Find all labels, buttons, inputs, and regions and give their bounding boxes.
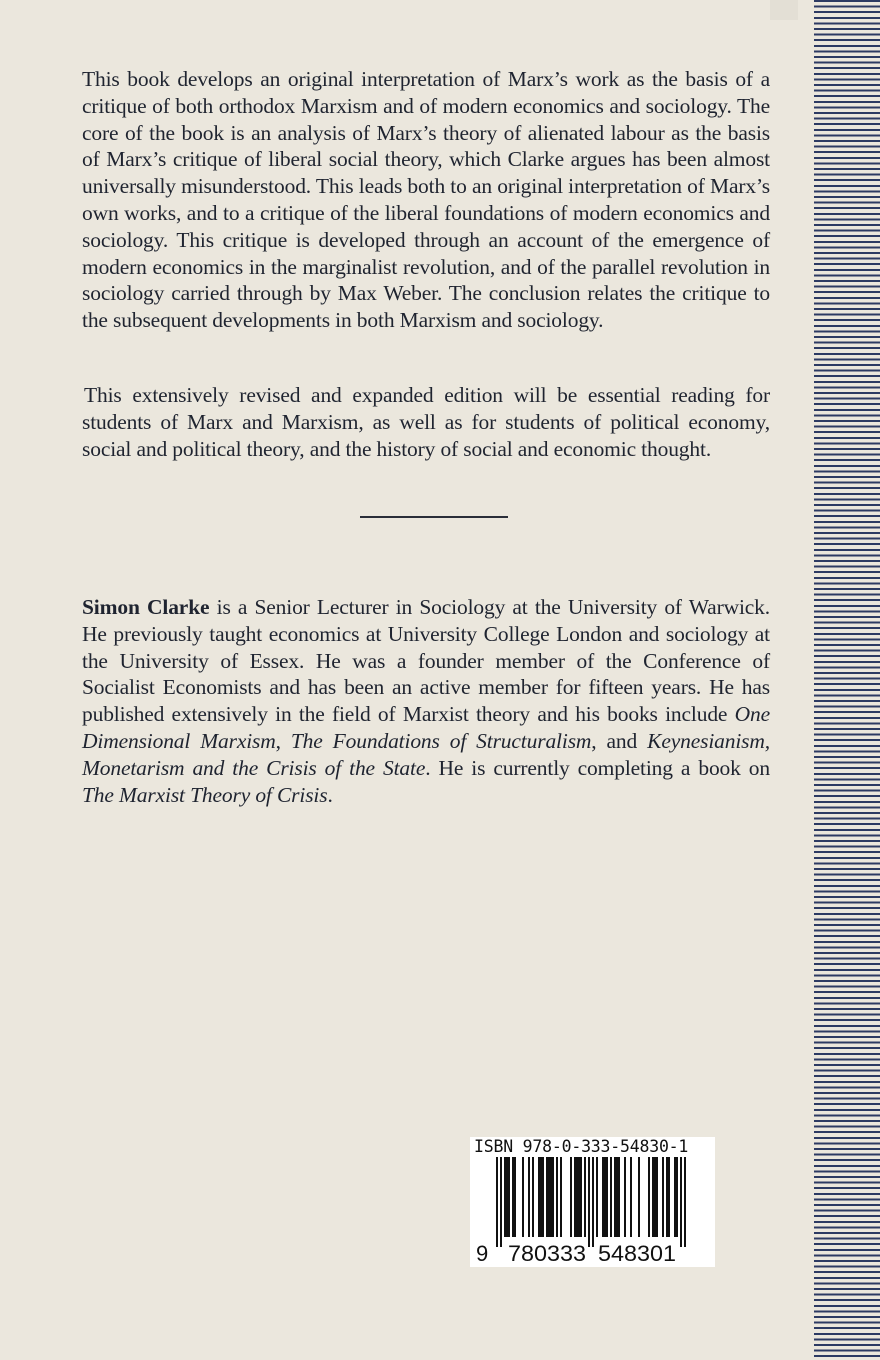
barcode-bar <box>578 1157 580 1237</box>
bio-separator-1: , <box>275 728 291 753</box>
barcode-guard-bar <box>680 1157 682 1247</box>
barcode-bar <box>548 1157 550 1237</box>
barcode-bar <box>652 1157 654 1237</box>
isbn-label: ISBN 978-0-333-54830-1 <box>474 1137 689 1156</box>
barcode-bar <box>610 1157 612 1237</box>
barcode-bar <box>630 1157 632 1237</box>
barcode-bar <box>654 1157 656 1237</box>
barcode-bar <box>606 1157 608 1237</box>
barcode-bar <box>504 1157 506 1237</box>
barcode-bar <box>616 1157 618 1237</box>
barcode-bar <box>522 1157 524 1237</box>
barcode-digit-lead: 9 <box>476 1241 489 1266</box>
barcode-bar <box>508 1157 510 1237</box>
barcode-bar <box>546 1157 548 1237</box>
bio-separator-2: , and <box>591 728 648 753</box>
barcode-bar <box>514 1157 516 1237</box>
barcode-bars <box>496 1157 686 1247</box>
barcode-bar <box>576 1157 578 1237</box>
barcode-bar <box>596 1157 598 1237</box>
barcode-bar <box>602 1157 604 1237</box>
barcode-digits-left: 780333 <box>508 1241 586 1266</box>
book-title-1: One Dimensional Marxism <box>82 702 770 753</box>
barcode-bar <box>512 1157 514 1237</box>
barcode-bar <box>506 1157 508 1237</box>
blurb-paragraph-2: This extensively revised and expanded edition will be essential reading for students of Marx and Marxism, as well as for students of political economy, social and political theory, and the history of social and economic thought. <box>82 383 770 461</box>
bio-text-1: is a Senior Lecturer in Sociology at the University of Warwick. He previously taught economics at University College London and sociology at the University of Essex. He was a founder member of the Conference of Socialist Economists and has been an active member for fifteen years. He has published extensively in the field of Marxist theory and his books include <box>82 595 770 727</box>
barcode-bar <box>570 1157 572 1237</box>
barcode-area <box>470 1137 715 1267</box>
barcode-bar <box>538 1157 540 1237</box>
barcode-bar <box>532 1157 534 1237</box>
bio-text-3: . <box>327 782 333 807</box>
barcode-bar <box>668 1157 670 1237</box>
corner-patch <box>770 0 798 20</box>
ean13-barcode <box>470 1157 715 1267</box>
barcode-bar <box>584 1157 586 1237</box>
blurb-paragraph-1: This book develops an original interpretation of Marx’s work as the basis of a critique of both orthodox Marxism and of modern economics and sociology. The core of the book is an analysis of Marx’s theory of alienated labour as the basis of Marx’s critique of liberal social theory, which Clarke argues has been almost universally misunderstood. This leads both to an original interpretation of Marx’s own works, and to a critique of the liberal foundations of modern economics and sociology. This critique is developed through an account of the emergence of modern economics in the marginalist revolution, and of the parallel revolution in sociology carried through by Max Weber. The conclusion relates the critique to the subsequent developments in both Marxism and sociology. <box>82 67 770 333</box>
barcode-bar <box>676 1157 678 1237</box>
section-divider <box>360 516 508 518</box>
barcode-bar <box>638 1157 640 1237</box>
barcode-bar <box>560 1157 562 1237</box>
barcode-bar <box>550 1157 552 1237</box>
book-title-2: The Foundations of Structuralism <box>290 728 592 753</box>
barcode-bar <box>662 1157 664 1237</box>
barcode-guard-bar <box>496 1157 498 1247</box>
author-name: Simon Clarke <box>82 595 210 619</box>
barcode-bar <box>656 1157 658 1237</box>
barcode-bar <box>604 1157 606 1237</box>
barcode-bar <box>674 1157 676 1237</box>
author-bio <box>82 594 770 808</box>
barcode-guard-bar <box>588 1157 590 1247</box>
barcode-bar <box>618 1157 620 1237</box>
barcode-bar <box>574 1157 576 1237</box>
barcode-bar <box>614 1157 616 1237</box>
barcode-guard-bar <box>592 1157 594 1247</box>
spine-stripes <box>814 0 880 1360</box>
barcode-bar <box>648 1157 650 1237</box>
barcode-bar <box>556 1157 558 1237</box>
barcode-bar <box>666 1157 668 1237</box>
bio-text-2: . He is currently completing a book on <box>425 755 770 780</box>
barcode-bar <box>540 1157 542 1237</box>
book-title-4: The Marxist Theory of Crisis <box>82 782 328 807</box>
barcode-digits-right: 548301 <box>598 1241 676 1266</box>
book-title-3: Keynesianism, Monetarism and the Crisis of the State <box>82 728 770 780</box>
barcode-bar <box>542 1157 544 1237</box>
barcode-bar <box>552 1157 554 1237</box>
barcode-bar <box>528 1157 530 1237</box>
barcode-guard-bar <box>500 1157 502 1247</box>
barcode-bar <box>624 1157 626 1237</box>
barcode-guard-bar <box>684 1157 686 1247</box>
barcode-bar <box>580 1157 582 1237</box>
